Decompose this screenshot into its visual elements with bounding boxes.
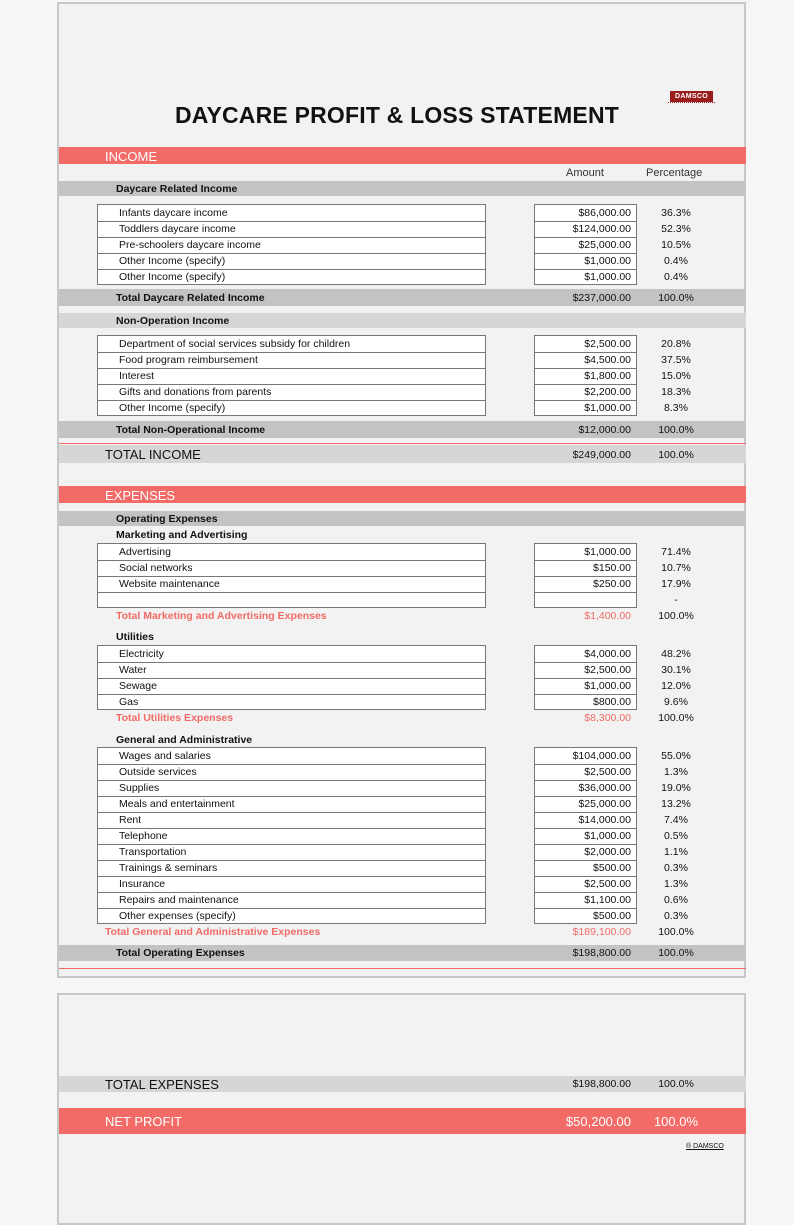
- marketing-total-amount: $1,400.00: [584, 610, 631, 622]
- row-divider: [98, 662, 485, 663]
- item-names-box: [97, 747, 486, 924]
- line-item-amount: $2,000.00: [584, 846, 631, 858]
- row-divider: [535, 237, 636, 238]
- row-divider: [98, 237, 485, 238]
- line-item-pct: 0.3%: [664, 910, 688, 922]
- row-divider: [98, 876, 485, 877]
- row-divider: [535, 892, 636, 893]
- row-divider: [98, 400, 485, 401]
- line-item-pct: 48.2%: [661, 648, 691, 660]
- line-item-amount: $500.00: [593, 910, 631, 922]
- row-divider: [535, 384, 636, 385]
- nonop-total-label: Total Non-Operational Income: [116, 424, 266, 436]
- row-divider: [535, 592, 636, 593]
- marketing-label: Marketing and Advertising: [116, 529, 248, 541]
- total-income-pct: 100.0%: [658, 449, 694, 461]
- amount-column-header: Amount: [566, 167, 604, 179]
- line-item-name: Food program reimbursement: [119, 354, 258, 366]
- row-divider: [535, 253, 636, 254]
- line-item-amount: $25,000.00: [578, 239, 631, 251]
- row-divider: [535, 876, 636, 877]
- daycare-total-pct: 100.0%: [658, 292, 694, 304]
- line-item-name: Meals and entertainment: [119, 798, 235, 810]
- line-item-pct: 1.1%: [664, 846, 688, 858]
- line-item-pct: 18.3%: [661, 386, 691, 398]
- general-label: General and Administrative: [116, 734, 253, 746]
- row-divider: [535, 368, 636, 369]
- line-item-name: Other Income (specify): [119, 271, 226, 283]
- row-divider: [535, 662, 636, 663]
- row-divider: [98, 352, 485, 353]
- line-item-pct: 0.5%: [664, 830, 688, 842]
- line-item-name: Trainings & seminars: [119, 862, 218, 874]
- line-item-amount: $2,200.00: [584, 386, 631, 398]
- line-item-amount: $2,500.00: [584, 878, 631, 890]
- operating-total-pct: 100.0%: [658, 947, 694, 959]
- row-divider: [98, 694, 485, 695]
- line-item-pct: 1.3%: [664, 878, 688, 890]
- line-item-pct: 0.4%: [664, 255, 688, 267]
- line-item-name: Supplies: [119, 782, 160, 794]
- row-divider: [535, 678, 636, 679]
- row-divider: [98, 780, 485, 781]
- item-amounts-box: [534, 543, 637, 608]
- nonop-total-amount: $12,000.00: [578, 424, 631, 436]
- item-names-box: [97, 335, 486, 416]
- net-profit-pct: 100.0%: [653, 1114, 699, 1129]
- net-profit-amount: $50,200.00: [565, 1114, 631, 1129]
- line-item-pct: 8.3%: [664, 402, 688, 414]
- row-divider: [98, 269, 485, 270]
- line-item-amount: $36,000.00: [578, 782, 631, 794]
- marketing-total-label: Total Marketing and Advertising Expenses: [116, 610, 327, 622]
- row-divider: [98, 812, 485, 813]
- line-item-name: Interest: [119, 370, 155, 382]
- line-item-pct: 30.1%: [661, 664, 691, 676]
- general-total-label: Total General and Administrative Expenses: [105, 926, 321, 938]
- daycare-total-amount: $237,000.00: [572, 292, 631, 304]
- row-divider: [535, 352, 636, 353]
- utilities-total-label: Total Utilities Expenses: [116, 712, 234, 724]
- line-item-amount: $150.00: [593, 562, 631, 574]
- row-divider: [98, 221, 485, 222]
- line-item-name: Repairs and maintenance: [119, 894, 239, 906]
- line-item-name: Department of social services subsidy for children: [119, 338, 351, 350]
- row-divider: [98, 860, 485, 861]
- line-item-amount: $1,000.00: [584, 546, 631, 558]
- income-divider: [59, 443, 746, 444]
- line-item-amount: $800.00: [593, 696, 631, 708]
- line-item-amount: $1,100.00: [584, 894, 631, 906]
- daycare-income-label: Daycare Related Income: [116, 183, 238, 195]
- line-item-amount: $104,000.00: [572, 750, 631, 762]
- line-item-name: Other Income (specify): [119, 402, 226, 414]
- line-item-amount: $1,000.00: [584, 402, 631, 414]
- line-item-name: Toddlers daycare income: [119, 223, 236, 235]
- line-item-amount: $1,000.00: [584, 680, 631, 692]
- line-item-pct: 10.5%: [661, 239, 691, 251]
- row-divider: [535, 780, 636, 781]
- copyright: ® DAMSCO: [686, 1143, 724, 1150]
- line-item-name: Water: [119, 664, 147, 676]
- line-item-amount: $250.00: [593, 578, 631, 590]
- utilities-total-pct: 100.0%: [658, 712, 694, 724]
- page-title: DAYCARE PROFIT & LOSS STATEMENT: [174, 102, 620, 128]
- line-item-name: Electricity: [119, 648, 164, 660]
- line-item-pct: 1.3%: [664, 766, 688, 778]
- total-income-label: TOTAL INCOME: [105, 447, 201, 462]
- line-item-pct: 13.2%: [661, 798, 691, 810]
- operating-expenses-label: Operating Expenses: [116, 513, 218, 525]
- line-item-pct: 9.6%: [664, 696, 688, 708]
- line-item-amount: $4,500.00: [584, 354, 631, 366]
- row-divider: [535, 908, 636, 909]
- line-item-pct: 37.5%: [661, 354, 691, 366]
- nonop-income-label: Non-Operation Income: [116, 315, 230, 327]
- item-names-box: [97, 645, 486, 710]
- item-amounts-box: [534, 204, 637, 285]
- line-item-amount: $25,000.00: [578, 798, 631, 810]
- item-amounts-box: [534, 335, 637, 416]
- line-item-pct: 71.4%: [661, 546, 691, 558]
- total-expenses-pct: 100.0%: [658, 1078, 694, 1090]
- net-profit-label: NET PROFIT: [105, 1114, 183, 1129]
- row-divider: [535, 560, 636, 561]
- line-item-name: Rent: [119, 814, 142, 826]
- row-divider: [98, 253, 485, 254]
- operating-total-label: Total Operating Expenses: [116, 947, 245, 959]
- utilities-total-amount: $8,300.00: [584, 712, 631, 724]
- row-divider: [535, 694, 636, 695]
- line-item-amount: $124,000.00: [572, 223, 631, 235]
- line-item-pct: 19.0%: [661, 782, 691, 794]
- row-divider: [98, 384, 485, 385]
- line-item-amount: $2,500.00: [584, 338, 631, 350]
- line-item-name: Other Income (specify): [119, 255, 226, 267]
- row-divider: [98, 796, 485, 797]
- line-item-name: Sewage: [119, 680, 157, 692]
- line-item-name: Infants daycare income: [119, 207, 228, 219]
- general-total-pct: 100.0%: [658, 926, 694, 938]
- line-item-amount: $4,000.00: [584, 648, 631, 660]
- line-item-pct: 10.7%: [661, 562, 691, 574]
- line-item-name: Other expenses (specify): [119, 910, 236, 922]
- total-expenses-label: TOTAL EXPENSES: [105, 1077, 219, 1092]
- row-divider: [535, 796, 636, 797]
- line-item-amount: $86,000.00: [578, 207, 631, 219]
- damsco-logo: DAMSCO: [670, 91, 713, 102]
- row-divider: [535, 844, 636, 845]
- daycare-total-label: Total Daycare Related Income: [116, 292, 265, 304]
- total-income-amount: $249,000.00: [572, 449, 631, 461]
- line-item-pct: 0.6%: [664, 894, 688, 906]
- marketing-total-pct: 100.0%: [658, 610, 694, 622]
- line-item-name: Website maintenance: [119, 578, 220, 590]
- row-divider: [535, 828, 636, 829]
- row-divider: [98, 892, 485, 893]
- income-header-band: [59, 147, 746, 164]
- line-item-pct: 36.3%: [661, 207, 691, 219]
- line-item-name: Transportation: [119, 846, 187, 858]
- line-item-amount: $2,500.00: [584, 664, 631, 676]
- line-item-pct: 0.3%: [664, 862, 688, 874]
- row-divider: [98, 908, 485, 909]
- utilities-label: Utilities: [116, 631, 154, 643]
- line-item-amount: $1,800.00: [584, 370, 631, 382]
- item-names-box: [97, 543, 486, 608]
- row-divider: [98, 678, 485, 679]
- row-divider: [535, 576, 636, 577]
- general-total-amount: $189,100.00: [572, 926, 631, 938]
- line-item-name: Telephone: [119, 830, 168, 842]
- line-item-amount: $1,000.00: [584, 255, 631, 267]
- row-divider: [98, 576, 485, 577]
- nonop-total-pct: 100.0%: [658, 424, 694, 436]
- line-item-amount: $1,000.00: [584, 271, 631, 283]
- row-divider: [98, 844, 485, 845]
- line-item-pct: 55.0%: [661, 750, 691, 762]
- line-item-name: Insurance: [119, 878, 166, 890]
- item-names-box: [97, 204, 486, 285]
- row-divider: [535, 812, 636, 813]
- percentage-column-header: Percentage: [646, 167, 703, 179]
- row-divider: [535, 764, 636, 765]
- line-item-pct: 20.8%: [661, 338, 691, 350]
- row-divider: [98, 368, 485, 369]
- line-item-pct: -: [674, 594, 678, 606]
- row-divider: [535, 221, 636, 222]
- row-divider: [535, 269, 636, 270]
- row-divider: [98, 592, 485, 593]
- line-item-amount: $14,000.00: [578, 814, 631, 826]
- operating-total-amount: $198,800.00: [572, 947, 631, 959]
- line-item-name: Outside services: [119, 766, 197, 778]
- row-divider: [535, 400, 636, 401]
- expenses-header: EXPENSES: [105, 488, 176, 503]
- line-item-pct: 0.4%: [664, 271, 688, 283]
- item-amounts-box: [534, 645, 637, 710]
- line-item-pct: 12.0%: [661, 680, 691, 692]
- line-item-name: Advertising: [119, 546, 171, 558]
- line-item-pct: 52.3%: [661, 223, 691, 235]
- line-item-amount: $1,000.00: [584, 830, 631, 842]
- row-divider: [535, 860, 636, 861]
- expenses-divider: [59, 968, 746, 969]
- line-item-pct: 15.0%: [661, 370, 691, 382]
- expenses-header-band: [59, 486, 746, 503]
- line-item-amount: $2,500.00: [584, 766, 631, 778]
- line-item-name: Social networks: [119, 562, 193, 574]
- line-item-name: Gifts and donations from parents: [119, 386, 272, 398]
- row-divider: [98, 764, 485, 765]
- total-expenses-amount: $198,800.00: [572, 1078, 631, 1090]
- income-header: INCOME: [105, 149, 157, 164]
- item-amounts-box: [534, 747, 637, 924]
- line-item-pct: 7.4%: [664, 814, 688, 826]
- line-item-name: Wages and salaries: [119, 750, 211, 762]
- line-item-name: Gas: [119, 696, 139, 708]
- line-item-name: Pre-schoolers daycare income: [119, 239, 261, 251]
- line-item-pct: 17.9%: [661, 578, 691, 590]
- row-divider: [98, 828, 485, 829]
- row-divider: [98, 560, 485, 561]
- line-item-amount: $500.00: [593, 862, 631, 874]
